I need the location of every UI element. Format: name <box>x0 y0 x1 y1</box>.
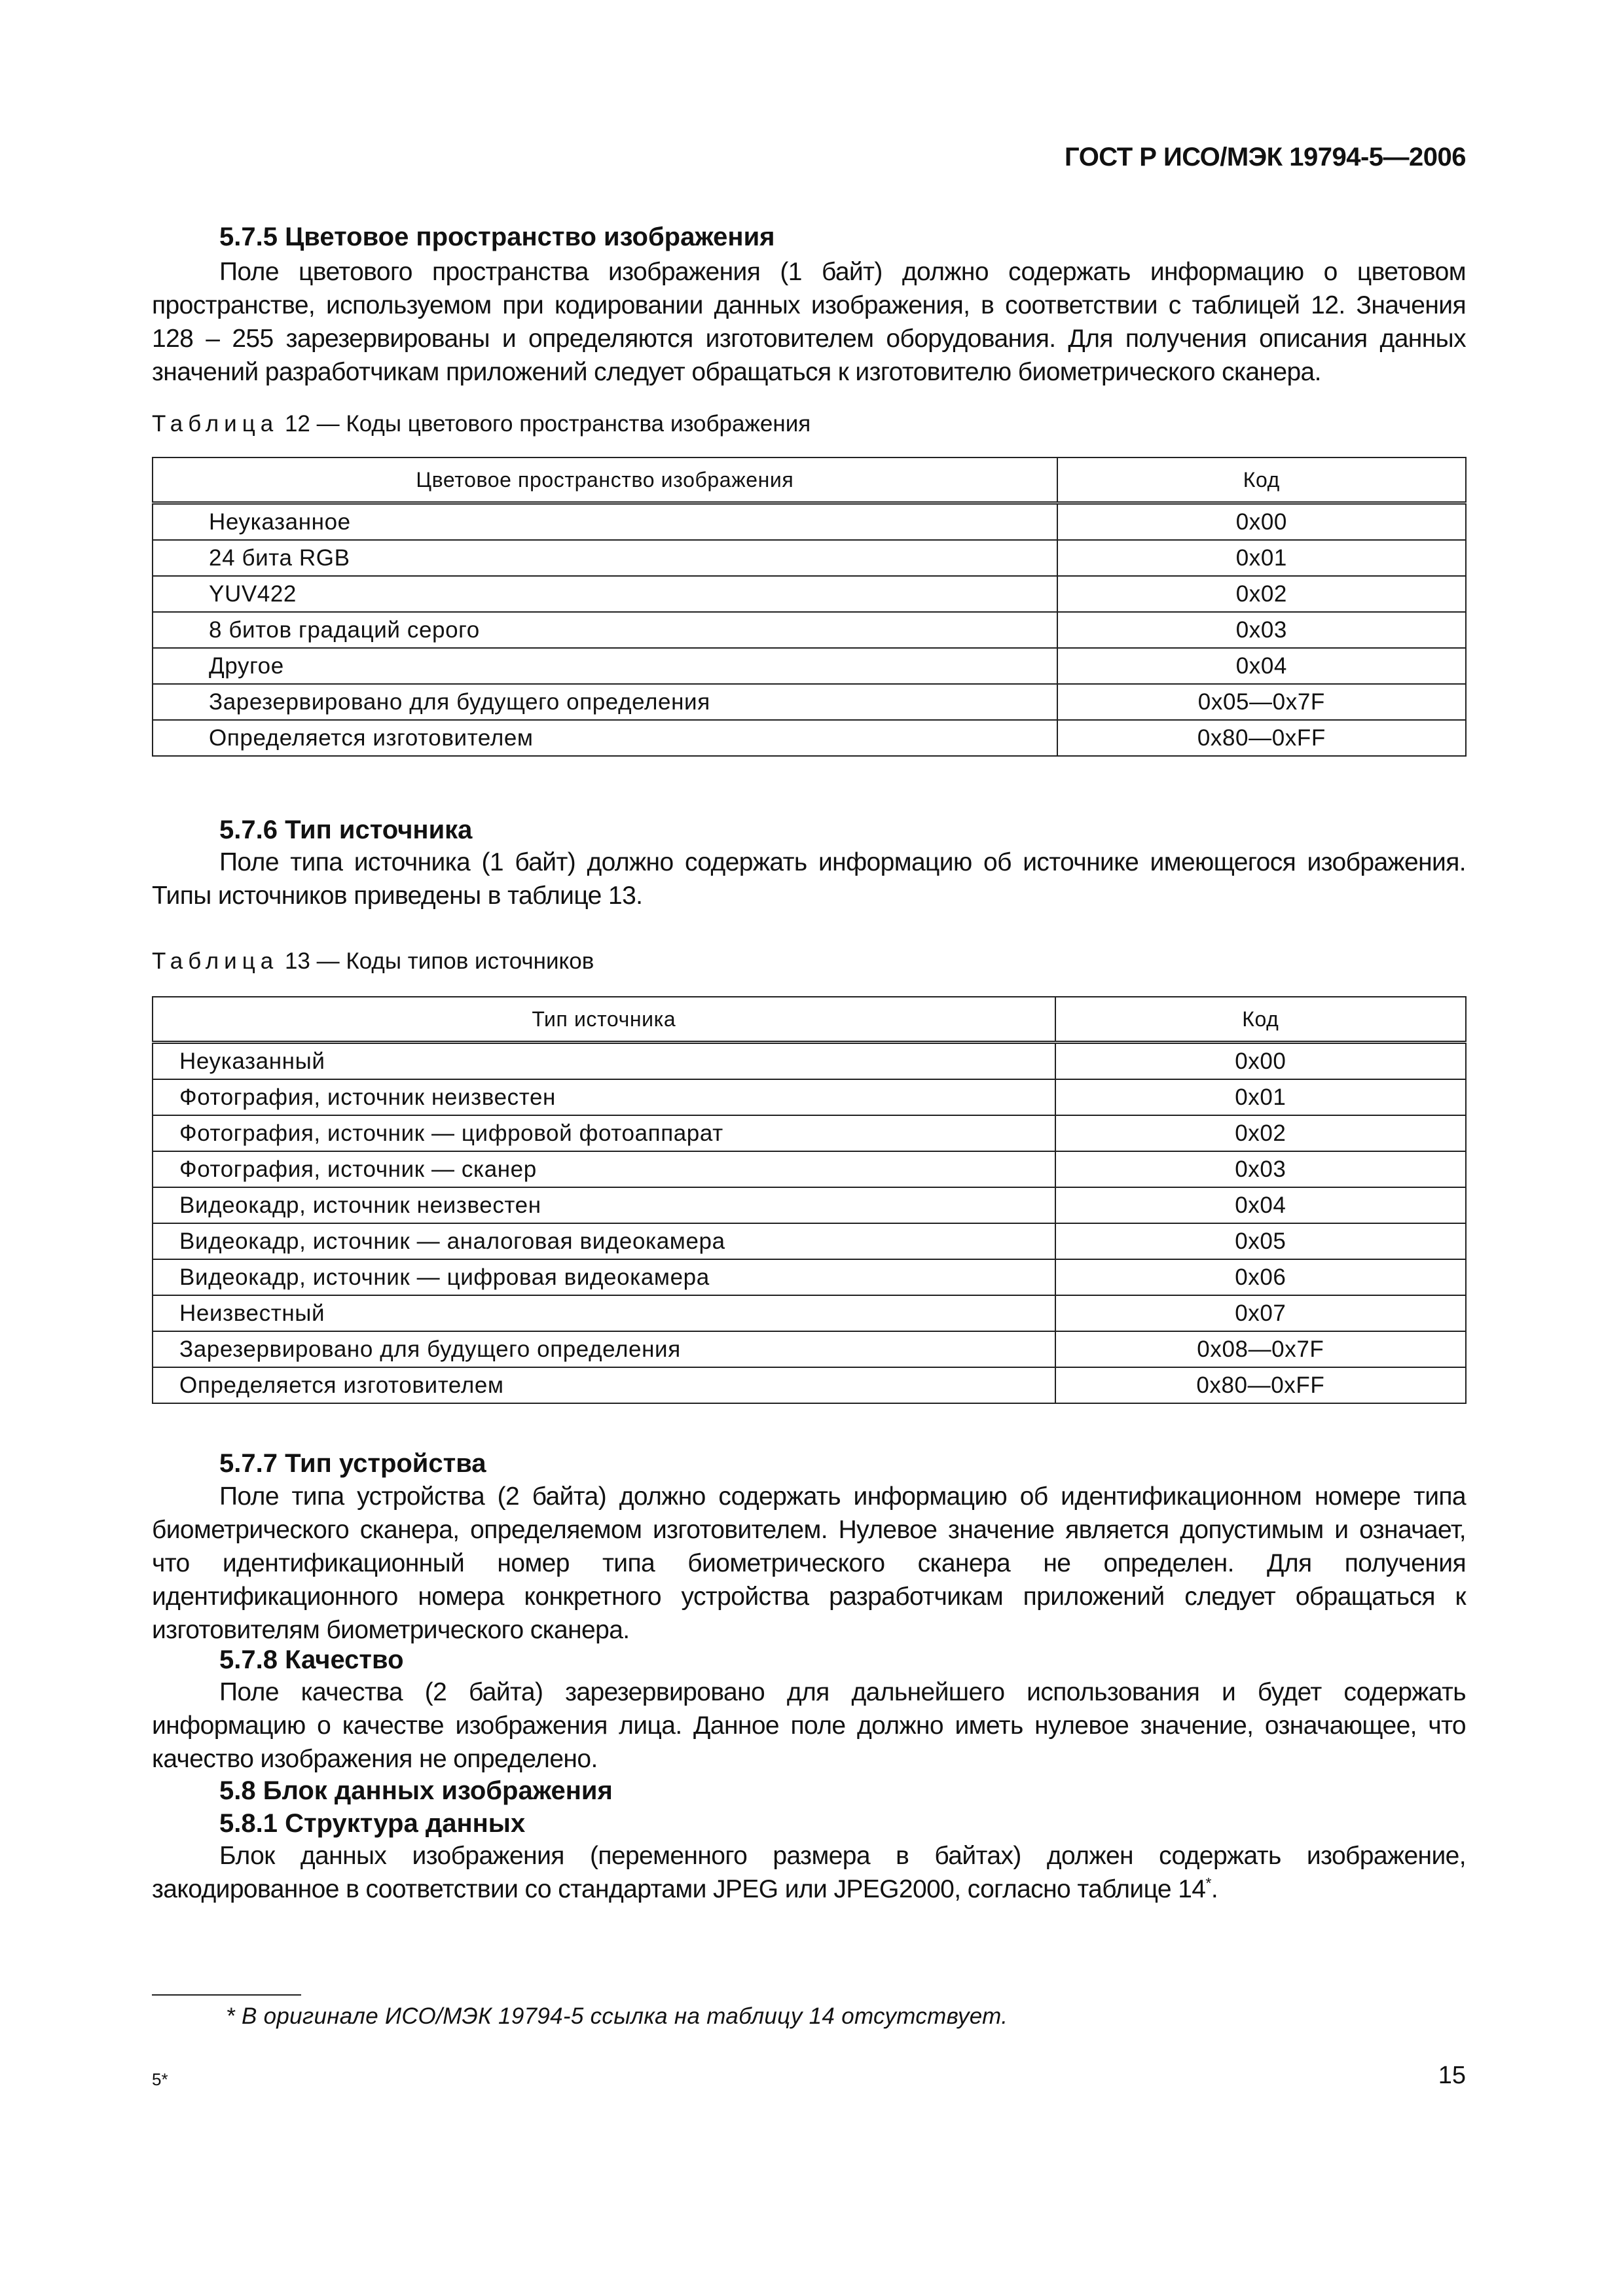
table-row <box>153 503 1466 541</box>
table-12-caption <box>152 409 811 439</box>
table-row <box>153 1187 1466 1223</box>
table-cell-name: Определяется изготовителем <box>153 720 1057 756</box>
table-cell-name: Видеокадр, источник — аналоговая видеокамера <box>153 1223 1055 1259</box>
table-row <box>153 684 1466 720</box>
sheet-mark: 5* <box>152 2070 168 2089</box>
footnote-separator <box>152 1994 301 1996</box>
table-cell-name: Видеокадр, источник неизвестен <box>153 1187 1055 1223</box>
table-cell-code: 0x07 <box>1055 1295 1466 1331</box>
table-12-col-code: Код <box>1057 457 1466 503</box>
table-row <box>153 1331 1466 1367</box>
table-cell-name: Другое <box>153 648 1057 684</box>
table-row <box>153 1043 1466 1080</box>
table-cell-name: YUV422 <box>153 576 1057 612</box>
section-heading-5-7-7: 5.7.7 Тип устройства <box>219 1449 486 1478</box>
section-text-5-8-1 <box>152 1839 1466 1906</box>
table-12-caption-word: Таблица <box>152 411 279 437</box>
document-id: ГОСТ Р ИСО/МЭК 19794-5—2006 <box>1065 143 1466 171</box>
table-row <box>153 1115 1466 1151</box>
table-13-caption-word: Таблица <box>152 948 279 974</box>
table-cell-name: Фотография, источник — цифровой фотоаппарат <box>153 1115 1055 1151</box>
section-text-5-7-8: Поле качества (2 байта) зарезервировано для дальнейшего использования и будет содержать информацию о качестве изображения лица. Данное поле должно иметь нулевое значение, означающее, что качество изображения не определено. <box>152 1678 1466 1773</box>
table-13-caption <box>152 946 594 977</box>
section-text-5-7-6: Поле типа источника (1 байт) должно содержать информацию об источнике имеющегося изображения. Типы источников приведены в таблице 13. <box>152 848 1466 910</box>
table-cell-code: 0x01 <box>1055 1079 1466 1115</box>
table-13-col-code: Код <box>1055 997 1466 1043</box>
table-13-caption-title: 13 — Коды типов источников <box>284 948 594 974</box>
table-cell-code: 0x04 <box>1057 648 1466 684</box>
footnote-text: * В оригинале ИСО/МЭК 19794-5 ссылка на таблицу 14 отсутствует. <box>226 2003 1008 2029</box>
table-13 <box>152 996 1467 1404</box>
page-number: 15 <box>1438 2062 1466 2089</box>
table-12-caption-title: 12 — Коды цветового пространства изображения <box>284 411 811 437</box>
table-row <box>153 576 1466 612</box>
table-cell-code: 0x03 <box>1055 1151 1466 1187</box>
table-row <box>153 612 1466 648</box>
table-cell-code: 0x00 <box>1057 503 1466 541</box>
section-text-5-7-7: Поле типа устройства (2 байта) должно содержать информацию об идентификационном номере типа биометрического сканера, определяемом изготовителем. Нулевое значение является допустимым и означает, что идентификационный номер типа биометрического сканера не определен. Для получения идентификационного номера конкретного устройства разработчикам приложений следует обращаться к изготовителям биометрического сканера. <box>152 1482 1466 1644</box>
table-cell-code: 0x03 <box>1057 612 1466 648</box>
table-cell-name: Неизвестный <box>153 1295 1055 1331</box>
table-cell-name: 8 битов градаций серого <box>153 612 1057 648</box>
table-cell-code: 0x08—0x7F <box>1055 1331 1466 1367</box>
table-cell-name: Фотография, источник — сканер <box>153 1151 1055 1187</box>
table-cell-code: 0x05—0x7F <box>1057 684 1466 720</box>
table-12-col-name: Цветовое пространство изображения <box>153 457 1057 503</box>
table-cell-name: Определяется изготовителем <box>153 1367 1055 1403</box>
table-row <box>153 1367 1466 1403</box>
table-cell-name: Фотография, источник неизвестен <box>153 1079 1055 1115</box>
section-heading-5-7-5: 5.7.5 Цветовое пространство изображения <box>219 223 775 251</box>
section-heading-5-7-8: 5.7.8 Качество <box>219 1645 404 1674</box>
table-cell-code: 0x02 <box>1055 1115 1466 1151</box>
table-cell-name: Неуказанный <box>153 1043 1055 1080</box>
section-heading-5-7-6: 5.7.6 Тип источника <box>219 816 473 844</box>
table-row <box>153 1223 1466 1259</box>
table-cell-code: 0x80—0xFF <box>1055 1367 1466 1403</box>
table-row <box>153 1079 1466 1115</box>
table-cell-name: Зарезервировано для будущего определения <box>153 1331 1055 1367</box>
table-row <box>153 720 1466 756</box>
section-text-5-8-1-end: . <box>1211 1875 1218 1903</box>
section-text-5-7-5: Поле цветового пространства изображения (1 байт) должно содержать информацию о цветовом пространстве, используемом при кодировании данных изображения, в соответствии с таблицей 12. Значения 128 – 255 зарезервированы и определяются изготовителем оборудования. Для получения описания данных значений разработчикам приложений следует обращаться к изготовителю биометрического сканера. <box>152 258 1466 386</box>
table-cell-code: 0x00 <box>1055 1043 1466 1080</box>
table-cell-name: Видеокадр, источник — цифровая видеокамера <box>153 1259 1055 1295</box>
section-text-5-8-1-body: Блок данных изображения (переменного размера в байтах) должен содержать изображение, закодированное в соответствии со стандартами JPEG или JPEG2000, согласно таблице 14 <box>152 1842 1466 1903</box>
table-12-header-row <box>153 457 1466 503</box>
table-row <box>153 1259 1466 1295</box>
table-13-header-row <box>153 997 1466 1043</box>
section-heading-5-8-1: 5.8.1 Структура данных <box>219 1809 526 1838</box>
table-row <box>153 1151 1466 1187</box>
table-cell-name: Неуказанное <box>153 503 1057 541</box>
table-cell-code: 0x06 <box>1055 1259 1466 1295</box>
footnote-marker: * <box>1205 1874 1211 1892</box>
table-12 <box>152 457 1467 757</box>
table-cell-code: 0x01 <box>1057 540 1466 576</box>
table-row <box>153 648 1466 684</box>
table-cell-code: 0x02 <box>1057 576 1466 612</box>
table-cell-code: 0x04 <box>1055 1187 1466 1223</box>
section-heading-5-8: 5.8 Блок данных изображения <box>219 1776 613 1805</box>
table-row <box>153 1295 1466 1331</box>
table-row <box>153 540 1466 576</box>
table-cell-code: 0x05 <box>1055 1223 1466 1259</box>
table-cell-name: 24 бита RGB <box>153 540 1057 576</box>
table-cell-code: 0x80—0xFF <box>1057 720 1466 756</box>
table-13-col-name: Тип источника <box>153 997 1055 1043</box>
table-cell-name: Зарезервировано для будущего определения <box>153 684 1057 720</box>
